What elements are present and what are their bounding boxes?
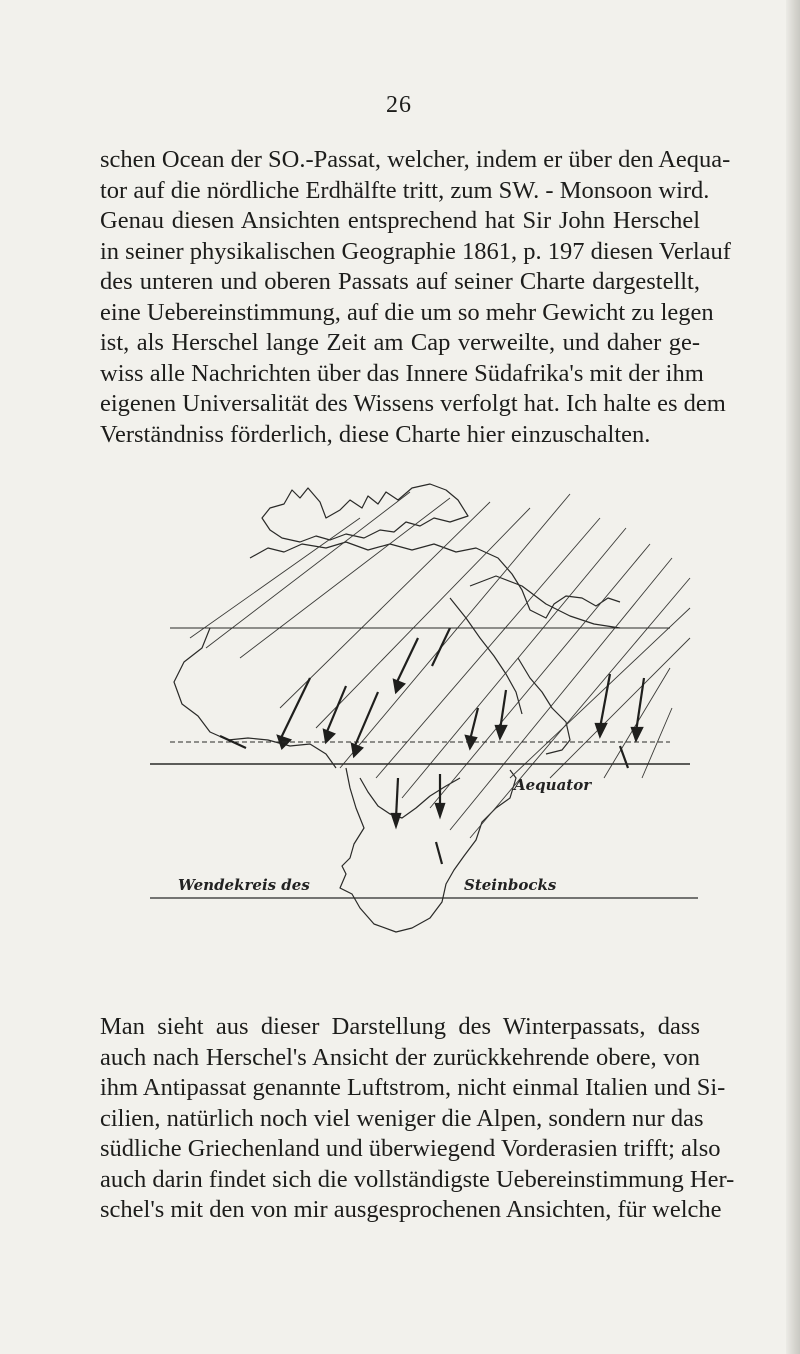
text-line: tor auf die nördliche Erdhälfte tritt, zum SW. - Monsoon wird. xyxy=(100,176,710,204)
text-line: eigenen Universalität des Wissens verfolgt hat. Ich halte es dem xyxy=(100,390,726,417)
text-line: in seiner physikalischen Geographie 1861, p. 197 diesen Verlauf xyxy=(100,237,731,265)
text-line: ihm Antipassat genannte Luftstrom, nicht einmal Italien und Si- xyxy=(100,1074,726,1101)
wind-arrows xyxy=(220,628,644,864)
text-line: Man sieht aus dieser Darstellung des Winterpassats, dass xyxy=(100,1013,700,1040)
label-tropic-right: Steinbocks xyxy=(464,876,557,894)
text-line: eine Uebereinstimmung, auf die um so mehr Gewicht zu legen xyxy=(100,298,714,326)
paragraph-1 xyxy=(100,145,731,450)
text-line: ist, als Herschel lange Zeit am Cap verweilte, und daher ge- xyxy=(100,329,700,356)
coastline-mediterranean xyxy=(250,542,620,618)
text-line: cilien, natürlich noch viel weniger die Alpen, sondern nur das xyxy=(100,1104,704,1132)
text-line: Verständniss förderlich, diese Charte hier einzuschalten. xyxy=(100,420,651,448)
text-line: des unteren und oberen Passats auf seiner Charte dargestellt, xyxy=(100,268,700,295)
coastline-africa-west xyxy=(174,628,336,768)
arabia xyxy=(470,576,620,628)
label-equator: Aequator xyxy=(514,776,592,794)
text-line: schel's mit den von mir ausgesprochenen Ansichten, für welche xyxy=(100,1196,722,1223)
text-line: Genau diesen Ansichten entsprechend hat Sir John Herschel xyxy=(100,207,700,234)
africa-south xyxy=(340,768,516,932)
text-line: wiss alle Nachrichten über das Innere Südafrika's mit der ihm xyxy=(100,359,704,387)
text-line: südliche Griechenland und überwiegend Vorderasien trifft; also xyxy=(100,1135,721,1162)
text-line: schen Ocean der SO.-Passat, welcher, indem er über den Aequa- xyxy=(100,146,731,173)
page-number: 26 xyxy=(386,92,412,118)
coastline-africa-east xyxy=(518,658,570,754)
coastline-europe xyxy=(262,484,468,542)
text-line: auch darin findet sich die vollständigste Uebereinstimmung Her- xyxy=(100,1165,735,1193)
text-line: auch nach Herschel's Ansicht der zurückkehrende obere, von xyxy=(100,1043,700,1071)
label-tropic-left: Wendekreis des xyxy=(178,876,310,894)
herschel-trade-wind-chart xyxy=(150,478,710,1000)
page-edge xyxy=(786,0,800,1354)
paragraph-2 xyxy=(100,1012,735,1226)
africa-inner xyxy=(360,778,460,818)
